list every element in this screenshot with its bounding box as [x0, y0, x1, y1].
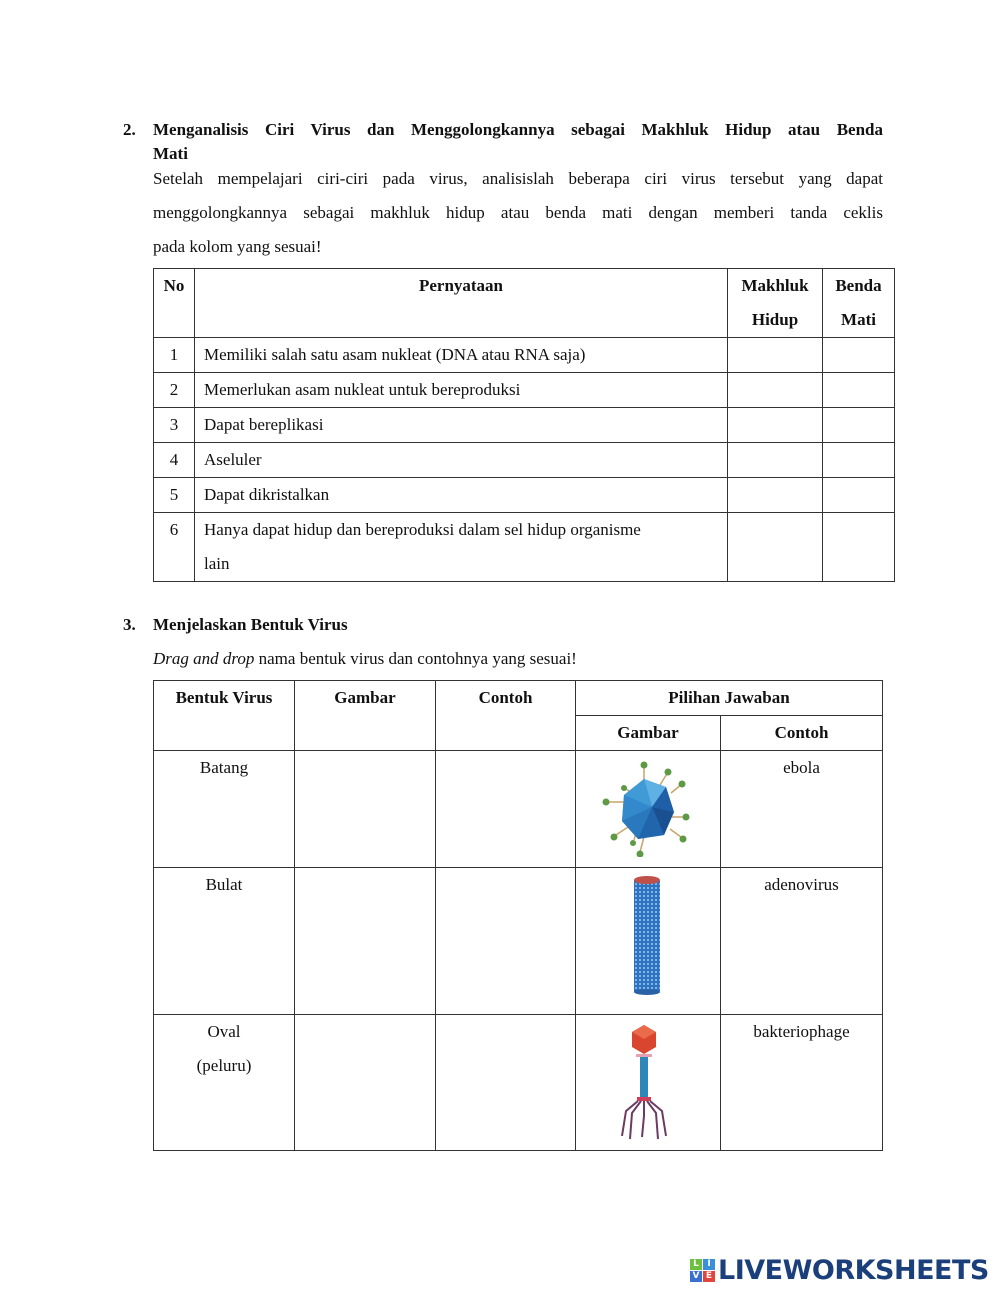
row-statement-line2: lain [204, 554, 230, 573]
table-row [154, 338, 895, 373]
nonliving-checkbox-cell[interactable] [823, 443, 895, 478]
table-row [154, 478, 895, 513]
header-nonliving [823, 269, 895, 338]
header-choice-example: Contoh [721, 716, 883, 751]
liveworksheets-logo [690, 1255, 989, 1286]
instruction-line-2: menggolongkannya sebagai makhluk hidup atau benda mati dengan memberi tanda ceklis [153, 203, 883, 222]
living-checkbox-cell[interactable] [728, 408, 823, 443]
table-row [154, 751, 883, 868]
section-2-title-line1: Menganalisis Ciri Virus dan Menggolongkannya sebagai Makhluk Hidup atau Benda [153, 120, 883, 139]
row-statement: Memerlukan asam nukleat untuk bereproduksi [195, 373, 728, 408]
section-3-number: 3. [123, 615, 136, 634]
section-3-title: Menjelaskan Bentuk Virus [153, 615, 348, 634]
header-image: Gambar [295, 681, 436, 751]
bacteriophage-icon[interactable] [614, 1021, 674, 1141]
rod-virus-icon[interactable] [626, 874, 666, 999]
example-drop-zone[interactable] [436, 868, 576, 1015]
section-2-instructions [153, 162, 883, 264]
instruction-rest: nama bentuk virus dan contohnya yang sesuai! [254, 649, 577, 668]
header-nonliving-line2: Mati [841, 310, 876, 329]
header-living [728, 269, 823, 338]
row-number: 5 [154, 478, 195, 513]
logo-square-v: V [690, 1271, 702, 1282]
image-drop-zone[interactable] [295, 1015, 436, 1151]
living-checkbox-cell[interactable] [728, 338, 823, 373]
virus-shape-table [153, 680, 883, 1151]
choice-example-cell[interactable]: adenovirus [721, 868, 883, 1015]
table-row [154, 373, 895, 408]
header-no: No [154, 269, 195, 338]
living-checkbox-cell[interactable] [728, 513, 823, 582]
nonliving-checkbox-cell[interactable] [823, 373, 895, 408]
image-drop-zone[interactable] [295, 751, 436, 868]
header-nonliving-line1: Benda [835, 276, 882, 295]
row-statement-line1: Hanya dapat hidup dan bereproduksi dalam sel hidup organisme [204, 520, 641, 539]
header-choices: Pilihan Jawaban [576, 681, 883, 716]
logo-text: LIVEWORKSHEETS [718, 1255, 989, 1286]
row-statement [195, 513, 728, 582]
section-2-title-line2: Mati [153, 144, 188, 163]
nonliving-checkbox-cell[interactable] [823, 338, 895, 373]
table-header-row [154, 269, 895, 338]
logo-squares-icon [690, 1259, 715, 1282]
row-number: 4 [154, 443, 195, 478]
example-drop-zone[interactable] [436, 751, 576, 868]
header-example: Contoh [436, 681, 576, 751]
header-shape: Bentuk Virus [154, 681, 295, 751]
logo-square-l: L [690, 1259, 702, 1270]
header-living-line1: Makhluk [741, 276, 809, 295]
living-checkbox-cell[interactable] [728, 373, 823, 408]
characteristics-table [153, 268, 895, 582]
header-living-line2: Hidup [751, 310, 799, 329]
table-header-row [154, 681, 883, 716]
choice-example-cell[interactable]: bakteriophage [721, 1015, 883, 1151]
section-2-number: 2. [123, 120, 136, 139]
polyhedral-virus-icon[interactable] [596, 757, 696, 857]
instruction-italic: Drag and drop [153, 649, 255, 668]
table-row [154, 513, 895, 582]
section-3-instruction [153, 647, 577, 671]
choice-image-cell [576, 1015, 721, 1151]
row-number: 1 [154, 338, 195, 373]
table-row [154, 408, 895, 443]
choice-image-cell [576, 751, 721, 868]
row-number: 3 [154, 408, 195, 443]
shape-cell-line1: Oval [207, 1022, 241, 1041]
row-statement: Memiliki salah satu asam nukleat (DNA atau RNA saja) [195, 338, 728, 373]
shape-cell [154, 1015, 295, 1151]
example-drop-zone[interactable] [436, 1015, 576, 1151]
nonliving-checkbox-cell[interactable] [823, 513, 895, 582]
instruction-line-3: pada kolom yang sesuai! [153, 237, 322, 256]
row-statement: Dapat bereplikasi [195, 408, 728, 443]
row-number: 6 [154, 513, 195, 582]
nonliving-checkbox-cell[interactable] [823, 478, 895, 513]
table-row [154, 443, 895, 478]
row-number: 2 [154, 373, 195, 408]
living-checkbox-cell[interactable] [728, 478, 823, 513]
logo-square-i: I [703, 1259, 715, 1270]
image-drop-zone[interactable] [295, 868, 436, 1015]
shape-cell-line2: (peluru) [196, 1056, 252, 1075]
choice-image-cell [576, 868, 721, 1015]
shape-cell: Bulat [154, 868, 295, 1015]
instruction-line-1: Setelah mempelajari ciri-ciri pada virus, analisislah beberapa ciri virus tersebut yang dapat [153, 169, 883, 188]
choice-example-cell[interactable]: ebola [721, 751, 883, 868]
section-2-title [153, 118, 883, 166]
table-row [154, 868, 883, 1015]
shape-cell: Batang [154, 751, 295, 868]
header-choice-image: Gambar [576, 716, 721, 751]
table-row [154, 1015, 883, 1151]
logo-square-e: E [703, 1271, 715, 1282]
living-checkbox-cell[interactable] [728, 443, 823, 478]
nonliving-checkbox-cell[interactable] [823, 408, 895, 443]
row-statement: Dapat dikristalkan [195, 478, 728, 513]
row-statement: Aseluler [195, 443, 728, 478]
header-statement: Pernyataan [195, 269, 728, 338]
